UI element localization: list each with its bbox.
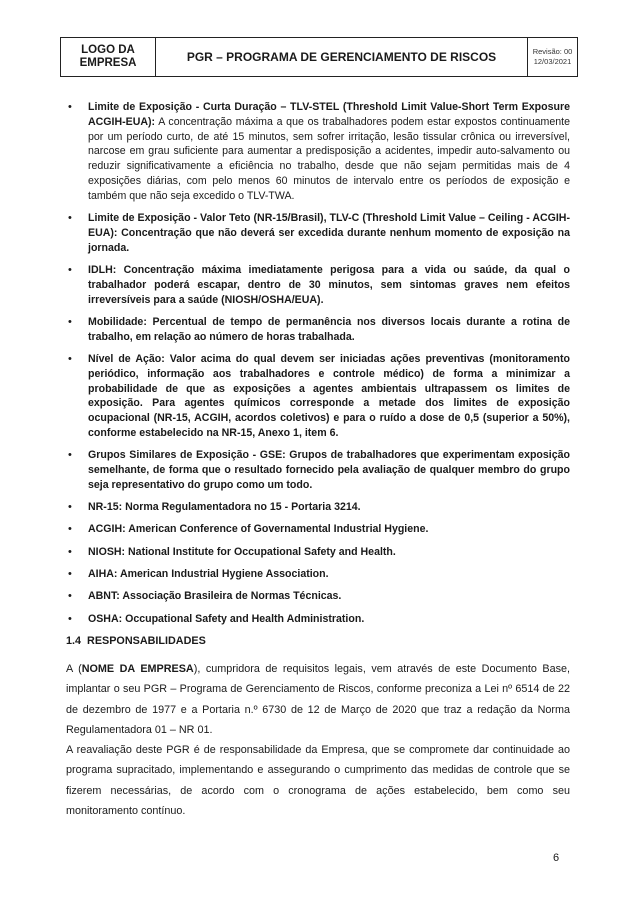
logo-placeholder — [61, 38, 156, 76]
definition-item — [88, 522, 570, 537]
document-header — [60, 37, 578, 77]
definition-item — [88, 352, 570, 441]
definition-item — [88, 567, 570, 582]
definition-term: Limite de Exposição - Curta Duração – TLV-STEL (Threshold Limit Value-Short Term Exposure ACGIH-EUA): — [88, 101, 570, 128]
section-title: RESPONSABILIDADES — [87, 635, 206, 647]
definition-item — [88, 545, 570, 560]
definition-term: Grupos Similares de Exposição - GSE: Grupos de trabalhadores que experimentam exposição semelhante, de forma que o resultado fornecido pela avaliação de qualquer membro do grupo seja representativo do grupo como um todo. — [88, 449, 570, 491]
logo-line-1: LOGO DA — [81, 44, 135, 56]
definition-term: IDLH: Concentração máxima imediatamente perigosa para a vida ou saúde, da qual o trabalhador poderá escapar, dentro de 30 minutos, sem sintomas graves nem efeitos irreversíveis para a saúde (NIOSH/OSHA/EUA). — [88, 263, 570, 306]
definition-term: Limite de Exposição - Valor Teto (NR-15/Brasil), TLV-C (Threshold Limit Value – Ceiling - ACGIH-EUA): Concentração que não deverá ser excedida durante nenhum momento de exposição na jornada. — [88, 212, 570, 254]
definition-item — [88, 263, 570, 307]
revision-label: Revisão: 00 — [532, 47, 573, 56]
definition-term: Mobilidade: Percentual de tempo de permanência nos diversos locais durante a rotina de trabalho, em relação ao número de horas trabalhada. — [88, 315, 570, 343]
responsibilities-paragraph-2: A reavaliação deste PGR é de responsabilidade da Empresa, que se compromete dar continuidade ao programa supracitado, implementando e assegurando o cumprimento das medidas de controle que se fizerem necessárias, de acordo com o cronograma de ações estabelecido, bem como seu monitoramento contínuo. — [66, 744, 570, 817]
definition-item — [88, 589, 570, 604]
definition-text: A concentração máxima a que os trabalhadores podem estar expostos continuamente por um período curto, de até 15 minutos, sem sofrer irritação, lesão tissular crônica ou irreversível, narcose em grau suficiente para aumentar a predisposição a acidentes, impedir auto-salvamento ou reduzir significativamente a eficiência no trabalho, desde que não sejam permitidas mais de 4 exposições diárias, com pelo menos 60 minutos de intervalo entre os períodos de exposição e também que não seja excedido o TLV-TWA. — [88, 115, 570, 202]
definition-item — [88, 448, 570, 492]
para1-post: ), cumpridora de requisitos legais, vem através de este Documento Base, implantar o seu PGR – Programa de Gerenciamento de Riscos, conforme preconiza a Lei nº 6514 de 22 de dezembro de 1977 e a Portaria n.º 6730 de 12 de Março de 2020 que traz a redação da Norma Regulamentadora 01 – NR 01. — [66, 663, 570, 736]
definition-term: ACGIH: American Conference of Governamental Industrial Hygiene. — [88, 523, 429, 536]
definition-item — [88, 500, 570, 515]
document-title: PGR – PROGRAMA DE GERENCIAMENTO DE RISCOS — [186, 50, 497, 64]
company-name-placeholder: NOME DA EMPRESA — [81, 663, 194, 675]
page-number: 6 — [553, 852, 560, 864]
responsibilities-paragraph-1 — [66, 659, 570, 740]
definition-item — [88, 211, 570, 255]
definition-term: ABNT: Associação Brasileira de Normas Técnicas. — [88, 590, 342, 603]
revision-date: 12/03/2021 — [533, 57, 572, 66]
definition-term: Nível de Ação: Valor acima do qual devem ser iniciadas ações preventivas (monitoramento periódico, informação aos trabalhadores e controle médico) de forma a minimizar a probabilidade de que as exposições a agentes ambientais ultrapassem os limites de exposição. Para agentes químicos corresponde a metade dos limites de exposição ocupacional (NR-15, ACGIH, acordos coletivos) e para o ruído a dose de 0,5 (superior a 50%), conforme estabelecido na NR-15, Anexo 1, item 6. — [88, 352, 570, 439]
para1-pre: A ( — [66, 663, 82, 675]
logo-line-2: EMPRESA — [79, 57, 137, 69]
definition-item — [88, 315, 570, 345]
definition-item — [88, 612, 570, 627]
definition-term: NIOSH: National Institute for Occupational Safety and Health. — [88, 545, 396, 558]
definition-term: AIHA: American Industrial Hygiene Association. — [88, 568, 329, 581]
definition-term: NR-15: Norma Regulamentadora no 15 - Portaria 3214. — [88, 501, 361, 514]
definition-term: OSHA: Occupational Safety and Health Administration. — [88, 612, 365, 625]
definition-item — [88, 100, 570, 204]
section-number: 1.4 — [66, 635, 82, 647]
revision-box — [527, 38, 577, 76]
definitions-list — [88, 100, 570, 634]
section-heading — [66, 635, 206, 647]
